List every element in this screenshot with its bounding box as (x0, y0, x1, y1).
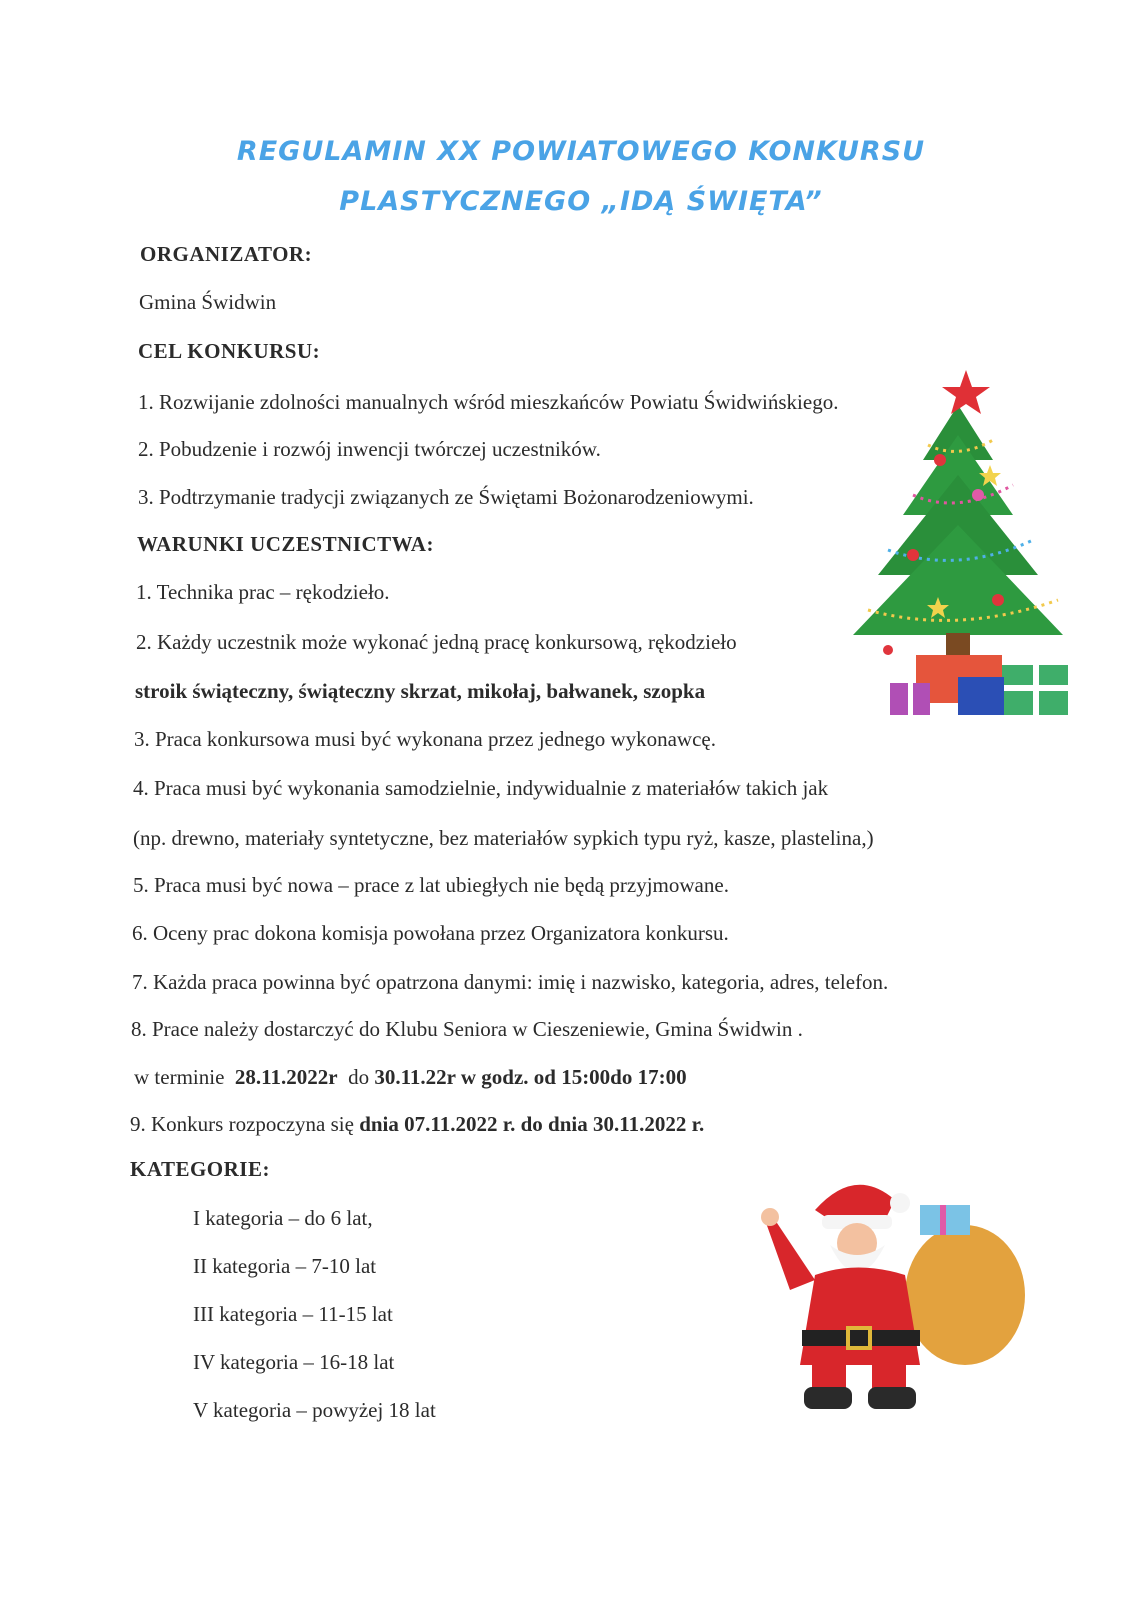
conditions-heading: WARUNKI UCZESTNICTWA: (137, 532, 434, 556)
deadline-date-from: 28.11.2022r (234, 1065, 338, 1089)
goal-heading: CEL KONKURSU: (138, 339, 321, 363)
organizer-heading: ORGANIZATOR: (140, 242, 313, 266)
condition-item: 8. Prace należy dostarczyć do Klubu Seniora w Cieszeniewie, Gmina Świdwin . (131, 1017, 803, 1041)
condition-item: 3. Praca konkursowa musi być wykonana przez jednego wykonawcę. (134, 727, 716, 751)
goal-item: 3. Podtrzymanie tradycji związanych ze Świętami Bożonarodzeniowymi. (138, 485, 754, 509)
category-item: I kategoria – do 6 lat, (193, 1206, 373, 1230)
organizer-name: Gmina Świdwin (139, 290, 277, 314)
condition-item: 6. Oceny prac dokona komisja powołana przez Organizatora konkursu. (132, 921, 729, 945)
category-item: III kategoria – 11-15 lat (193, 1302, 393, 1326)
condition-item-continued: (np. drewno, materiały syntetyczne, bez materiałów sypkich typu ryż, kasze, plastelina,) (133, 826, 874, 850)
categories-heading: KATEGORIE: (130, 1157, 270, 1181)
deadline-prefix: w terminie (134, 1065, 225, 1089)
condition-item: 1. Technika prac – rękodzieło. (136, 580, 390, 604)
santa-claus-icon (760, 1165, 1030, 1415)
contest-dates-prefix: 9. Konkurs rozpoczyna się (130, 1112, 354, 1136)
category-item: V kategoria – powyżej 18 lat (193, 1398, 436, 1422)
category-item: II kategoria – 7-10 lat (193, 1254, 377, 1278)
deadline-date-to-hours: 30.11.22r w godz. od 15:00do 17:00 (374, 1065, 687, 1089)
condition-item: 5. Praca musi być nowa – prace z lat ubiegłych nie będą przyjmowane. (133, 873, 729, 897)
title-line-1: REGULAMIN XX POWIATOWEGO KONKURSU (236, 136, 926, 167)
contest-dates (130, 1112, 704, 1137)
condition-item-bold: stroik świąteczny, świąteczny skrzat, mikołaj, bałwanek, szopka (135, 679, 706, 703)
title-line-2: PLASTYCZNEGO „IDĄ ŚWIĘTA” (339, 186, 823, 217)
christmas-tree-icon (828, 365, 1088, 735)
category-item: IV kategoria – 16-18 lat (193, 1350, 395, 1374)
goal-item: 1. Rozwijanie zdolności manualnych wśród mieszkańców Powiatu Świdwińskiego. (138, 390, 839, 414)
goal-item: 2. Pobudzenie i rozwój inwencji twórczej uczestników. (138, 437, 601, 461)
contest-dates-range: dnia 07.11.2022 r. do dnia 30.11.2022 r. (359, 1112, 705, 1136)
condition-item: 2. Każdy uczestnik może wykonać jedną pracę konkursową, rękodzieło (136, 630, 737, 654)
condition-item: 7. Każda praca powinna być opatrzona danymi: imię i nazwisko, kategoria, adres, telefon. (132, 970, 889, 994)
condition-item: 4. Praca musi być wykonania samodzielnie, indywidualnie z materiałów takich jak (133, 776, 829, 800)
delivery-deadline (134, 1065, 687, 1090)
deadline-do: do (348, 1065, 370, 1089)
